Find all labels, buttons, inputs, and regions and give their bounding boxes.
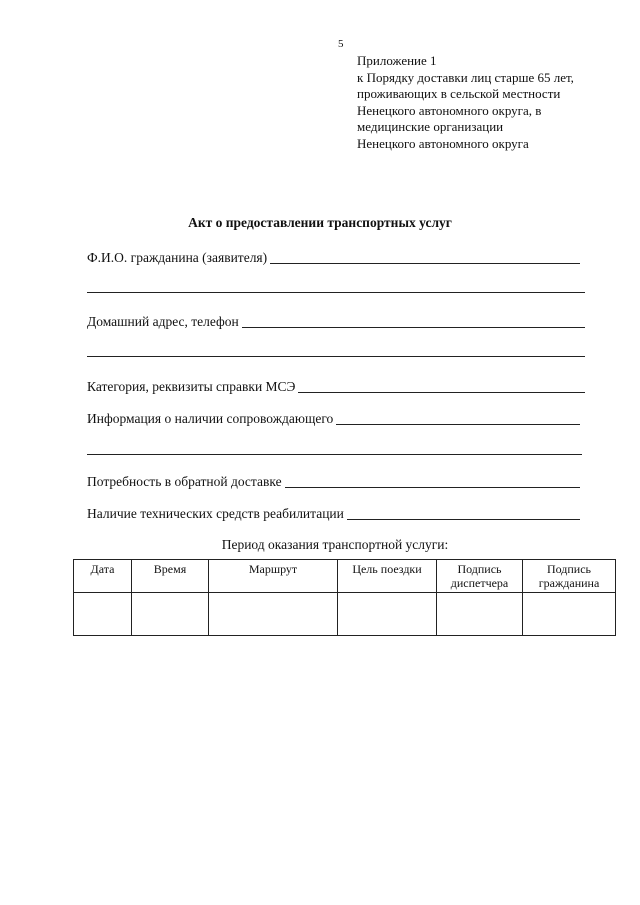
header-route: Маршрут [209, 560, 338, 593]
tech-input-line[interactable] [347, 507, 580, 520]
transport-table [73, 559, 616, 636]
table-header-row [74, 560, 616, 593]
category-input-line[interactable] [298, 380, 585, 393]
appendix-line: проживающих в сельской местности [357, 86, 561, 101]
address-continuation-line[interactable] [87, 356, 585, 357]
period-title: Период оказания транспортной услуги: [221, 537, 449, 552]
category-field [87, 377, 585, 395]
cell-time[interactable] [132, 593, 209, 636]
header-dispatcher-signature: Подпись диспетчера [437, 560, 523, 593]
header-date: Дата [74, 560, 132, 593]
cell-date[interactable] [74, 593, 132, 636]
companion-label: Информация о наличии сопровождающего [87, 411, 334, 426]
fio-label: Ф.И.О. гражданина (заявителя) [87, 250, 268, 265]
tech-label: Наличие технических средств реабилитации [87, 506, 344, 521]
document-title: Акт о предоставлении транспортных услуг [188, 215, 452, 230]
return-field [87, 472, 585, 490]
fio-field [87, 248, 585, 266]
address-field [87, 312, 585, 330]
category-label: Категория, реквизиты справки МСЭ [87, 379, 296, 394]
appendix-line: Ненецкого автономного округа [357, 135, 529, 151]
header-purpose: Цель поездки [338, 560, 437, 593]
table-row [74, 593, 616, 636]
cell-purpose[interactable] [338, 593, 437, 636]
companion-field [87, 409, 585, 427]
page-number: 5 [338, 38, 344, 50]
appendix-line: Приложение 1 [357, 53, 437, 68]
appendix-block [357, 53, 574, 152]
appendix-line: к Порядку доставки лиц старше 65 лет, [357, 69, 574, 85]
header-time: Время [132, 560, 209, 593]
header-citizen-signature: Подпись гражданина [523, 560, 616, 593]
cell-route[interactable] [209, 593, 338, 636]
fio-input-line[interactable] [270, 251, 580, 264]
companion-input-line[interactable] [336, 412, 580, 425]
address-input-line[interactable] [242, 315, 585, 328]
appendix-line: Ненецкого автономного округа, в [357, 102, 542, 118]
cell-citizen-signature[interactable] [523, 593, 616, 636]
fio-continuation-line[interactable] [87, 292, 585, 293]
appendix-line: медицинские организации [357, 119, 504, 134]
cell-dispatcher-signature[interactable] [437, 593, 523, 636]
return-input-line[interactable] [285, 475, 580, 488]
return-label: Потребность в обратной доставке [87, 474, 282, 489]
companion-continuation-line[interactable] [87, 454, 582, 455]
tech-field [87, 504, 585, 522]
address-label: Домашний адрес, телефон [87, 314, 239, 329]
